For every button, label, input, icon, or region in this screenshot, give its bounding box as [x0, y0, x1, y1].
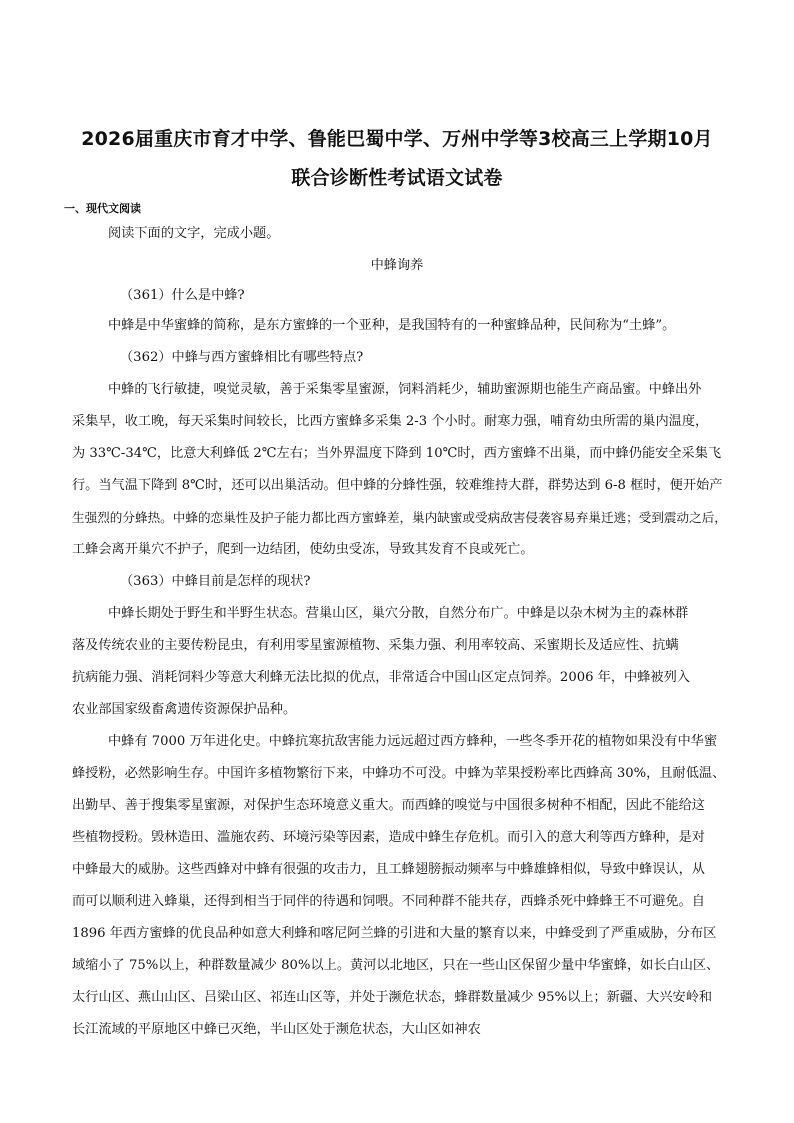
paragraph-line: 农业部国家级畜禽遗传资源保护品种。	[72, 702, 297, 717]
paragraph-line: 采集早，收工晚，每天采集时间较长，比西方蜜蜂多采集 2-3 个小时。耐寒力强，哺育幼虫所需的巢内温度，	[72, 414, 709, 429]
paragraph-line: 蜂授粉，必然影响生存。中国许多植物繁衍下来，中蜂功不可没。中蜂为苹果授粉率比西蜂高 30%，且耐低温、	[72, 766, 726, 781]
paragraph-line: 1896 年西方蜜蜂的优良品种如意大利蜂和喀尼阿兰蜂的引进和大量的繁育以来，中蜂受到了严重威胁，分布区	[72, 926, 717, 941]
paragraph-line: 落及传统农业的主要传粉昆虫，有利用零星蜜源植物、采集力强、利用率较高、采蜜期长及适应性、抗螨	[72, 638, 679, 653]
paragraph-line: 域缩小了 75%以上，种群数量减少 80%以上。黄河以北地区，只在一些山区保留少量中华蜜蜂，如长白山区、	[72, 958, 720, 973]
doc-title-line2: 联合诊断性考试语文试卷	[291, 167, 503, 189]
question-heading: （363）中蜂目前是怎样的现状?	[120, 574, 311, 589]
question-heading: （361）什么是中蜂?	[120, 288, 245, 303]
paragraph-line: 生强烈的分蜂热。中蜂的恋巢性及护子能力都比西方蜜蜂差，巢内缺蜜或受病敌害侵袭容易弃巢迁逃；受到震动之后，	[72, 510, 727, 525]
instruction: 阅读下面的文字，完成小题。	[108, 226, 280, 241]
paragraph-line: 中蜂长期处于野生和半野生状态。营巢山区，巢穴分散，自然分布广。中蜂是以杂木树为主的森林群	[108, 606, 689, 621]
paragraph-line: 抗病能力强、消耗饲料少等意大利蜂无法比拟的优点，非常适合中国山区定点饲养。2006 年，中蜂被列入	[72, 670, 690, 685]
paragraph-line: 长江流域的平原地区中蜂已灭绝，半山区处于濒危状态，大山区如神农	[72, 1022, 481, 1037]
paragraph-line: 出勤早、善于搜集零星蜜源，对保护生态环境意义重大。而西蜂的嗅觉与中国很多树种不相配，因此不能给这	[72, 798, 705, 813]
paragraph-line: 中蜂是中华蜜蜂的简称，是东方蜜蜂的一个亚种，是我国特有的一种蜜蜂品种，民间称为“土蜂”。	[108, 318, 676, 333]
paragraph-line: 中蜂最大的威胁。这些西蜂对中蜂有很强的攻击力，且工蜂翅膀振动频率与中蜂雄蜂相似，导致中蜂误认，从	[72, 862, 705, 877]
paragraph-line: 工蜂会离开巢穴不护子，爬到一边结团，使幼虫受冻，导致其发育不良或死亡。	[72, 542, 534, 557]
doc-title-line1: 2026届重庆市育才中学、鲁能巴蜀中学、万州中学等3校高三上学期10月	[81, 128, 713, 150]
paragraph-line: 太行山区、燕山山区、吕梁山区、祁连山区等，并处于濒危状态，蜂群数量减少 95%以上；新疆、大兴安岭和	[72, 990, 713, 1005]
section-heading: 一、现代文阅读	[64, 202, 141, 215]
paragraph-line: 而可以顺利进入蜂巢，还得到相当于同伴的待遇和饲喂。不同种群不能共存，西蜂杀死中蜂蜂王不可避免。自	[72, 894, 705, 909]
paragraph-line: 为 33℃-34℃，比意大利蜂低 2℃左右；当外界温度下降到 10℃时，西方蜜蜂不出巢，而中蜂仍能安全采集飞	[72, 446, 722, 461]
paragraph-line: 中蜂的飞行敏捷，嗅觉灵敏，善于采集零星蜜源，饲料消耗少，辅助蜜源期也能生产商品蜜。中蜂出外	[108, 382, 702, 397]
article-title: 中蜂询养	[370, 258, 424, 273]
question-heading: （362）中蜂与西方蜜蜂相比有哪些特点?	[120, 350, 364, 365]
paragraph-line: 行。当气温下降到 8℃时，还可以出巢活动。但中蜂的分蜂性强，较难维持大群，群势达到 6-8 框时，便开始产	[72, 478, 723, 493]
paragraph-line: 中蜂有 7000 万年进化史。中蜂抗寒抗敌害能力远远超过西方蜂种，一些冬季开花的植物如果没有中华蜜	[108, 734, 718, 749]
paragraph-line: 些植物授粉。毁林造田、滥施农药、环境污染等因素，造成中蜂生存危机。而引入的意大利等西方蜂种，是对	[72, 830, 705, 845]
